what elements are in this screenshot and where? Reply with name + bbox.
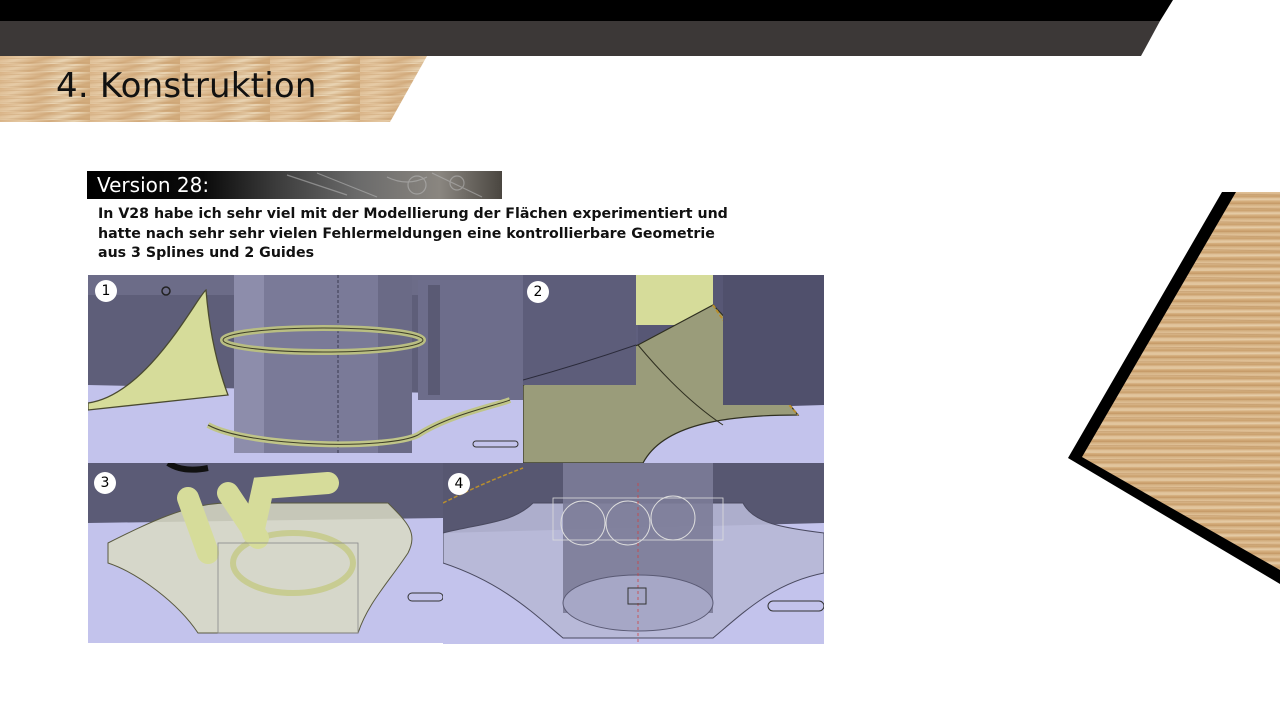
dark-gray-band bbox=[0, 21, 1160, 56]
slide-title: 4. Konstruktion bbox=[56, 66, 317, 106]
cad-image-1 bbox=[88, 275, 523, 463]
black-band bbox=[0, 0, 1173, 21]
top-bands bbox=[0, 0, 1280, 125]
description-text: In V28 habe ich sehr viel mit der Modellierung der Flächen experimentiert und hatte nach sehr sehr vielen Fehlermeldungen eine kontrollierbare Geometrie aus 3 Splines und 2 Guides bbox=[98, 206, 728, 261]
image-badge-3: 3 bbox=[94, 472, 116, 494]
cad-image-3 bbox=[88, 463, 443, 643]
image-badge-2: 2 bbox=[527, 281, 549, 303]
version-label-bar bbox=[87, 171, 502, 199]
version-label: Version 28: bbox=[97, 173, 210, 197]
right-wood-decoration bbox=[1060, 190, 1280, 590]
cad-image-4 bbox=[443, 463, 824, 644]
image-badge-1: 1 bbox=[95, 280, 117, 302]
cad-image-2 bbox=[523, 275, 824, 463]
image-badge-4: 4 bbox=[448, 473, 470, 495]
